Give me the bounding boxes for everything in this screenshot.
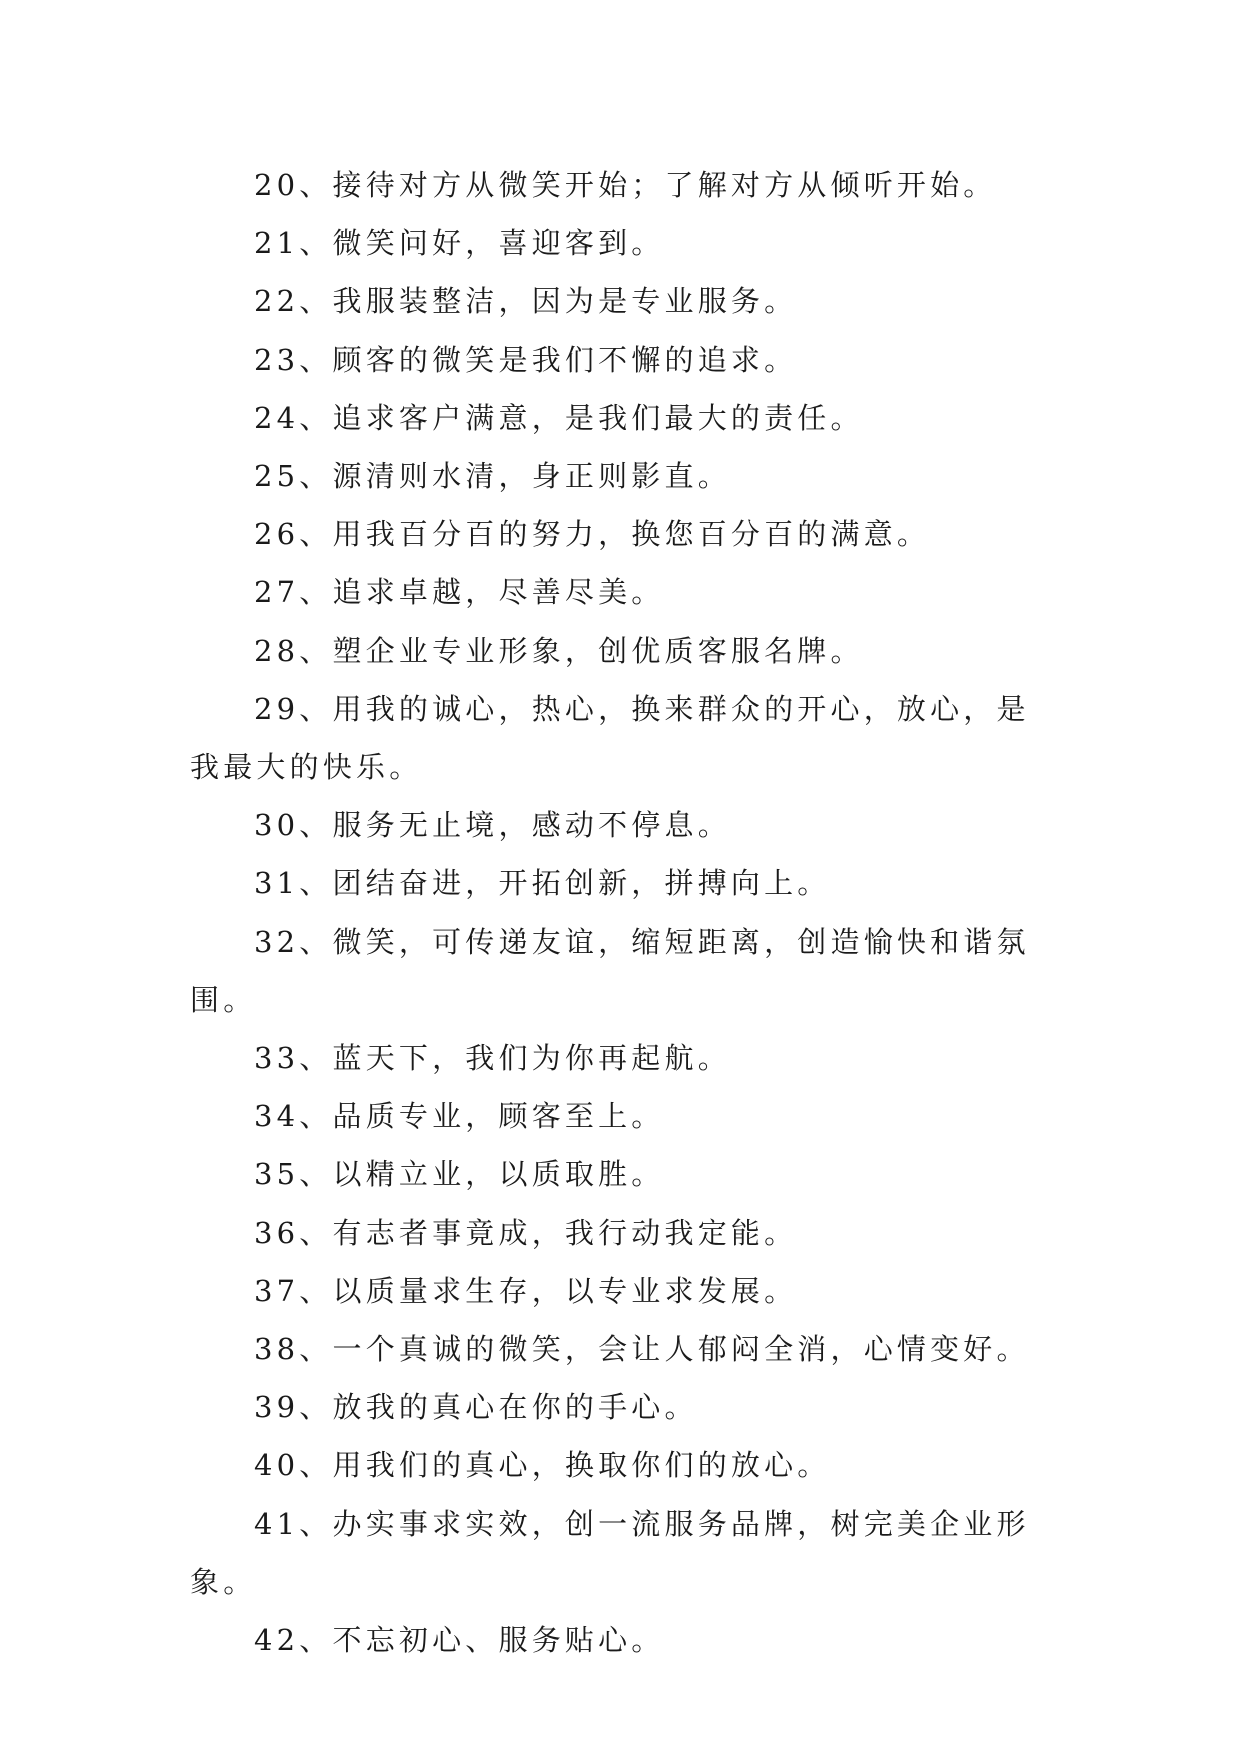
slogan-line-40: 40、用我们的真心，换取你们的放心。 [254,1448,831,1483]
slogan-line-20: 20、接待对方从微笑开始；了解对方从倾听开始。 [254,168,997,202]
slogan-line-27: 27、追求卓越，尽善尽美。 [254,575,665,610]
slogan-line-24: 24、追求客户满意，是我们最大的责任。 [254,400,864,435]
slogan-line-21: 21、微笑问好，喜迎客到。 [254,226,665,261]
slogan-line-22: 22、我服装整洁，因为是专业服务。 [254,284,798,319]
slogan-line-29: 29、用我的诚心，热心，换来群众的开心，放心，是我最大的快乐。 [190,691,1030,785]
slogan-line-33: 33、蓝天下，我们为你再起航。 [254,1041,731,1076]
slogan-line-35: 35、以精立业，以质取胜。 [254,1157,665,1192]
slogan-line-36: 36、有志者事竟成，我行动我定能。 [254,1215,798,1250]
slogan-line-39: 39、放我的真心在你的手心。 [254,1390,698,1425]
slogan-line-38: 38、一个真诚的微笑，会让人郁闷全消，心情变好。 [254,1332,1030,1367]
document-body [190,156,1060,1669]
slogan-line-30: 30、服务无止境，感动不停息。 [254,808,731,843]
slogan-line-25: 25、源清则水清，身正则影直。 [254,459,731,494]
slogan-line-28: 28、塑企业专业形象，创优质客服名牌。 [254,633,864,668]
slogan-line-37: 37、以质量求生存，以专业求发展。 [254,1273,798,1308]
slogan-line-26: 26、用我百分百的努力，换您百分百的满意。 [254,517,931,552]
slogan-line-23: 23、顾客的微笑是我们不懈的追求。 [254,342,798,377]
slogan-line-42: 42、不忘初心、服务贴心。 [254,1623,665,1658]
slogan-line-41: 41、办实事求实效，创一流服务品牌，树完美企业形象。 [190,1506,1030,1599]
slogan-line-32: 32、微笑，可传递友谊，缩短距离，创造愉快和谐氛围。 [190,924,1030,1017]
slogan-line-31: 31、团结奋进，开拓创新，拼搏向上。 [254,866,831,901]
slogan-line-34: 34、品质专业，顾客至上。 [254,1099,665,1134]
